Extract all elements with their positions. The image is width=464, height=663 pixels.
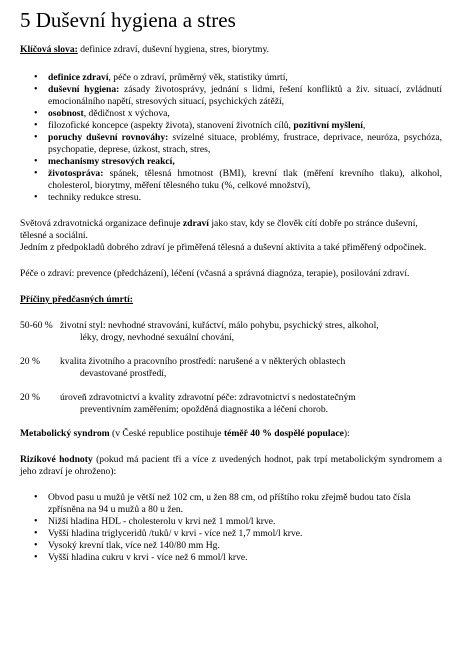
health-care-paragraph: Péče o zdraví: prevence (předcházení), léčení (včasná a správná diagnóza, terapie), posilování zdraví. bbox=[20, 268, 410, 279]
cause-percent: 50-60 % bbox=[20, 320, 53, 331]
list-item: • Vysoký krevní tlak, více než 140/80 mm Hg. bbox=[48, 540, 442, 552]
list-item: • duševní hygiena: zásady životosprávy, jednání s lidmi, řešení konfliktů a živ. situací, zvládnutí emocionálního napětí, stresových situací, psychických zátěží, bbox=[48, 84, 442, 108]
list-item: • poruchy duševní rovnováhy: svízelné situace, problémy, frustrace, deprivace, neuróza, psychóza, psychopatie, deprese, úzkost, strach, stres, bbox=[48, 132, 442, 156]
cause-row: 20 % úroveň zdravotnictví a kvality zdravotní péče: zdravotnictví s nedostatečným preventivním zaměřením; opožděná diagnostika a léčení chorob. bbox=[20, 392, 356, 415]
list-item: • Vyšší hladina triglyceridů /tuků/ v krvi - více než 1,7 mmol/l krve. bbox=[48, 528, 442, 540]
list-item: • definice zdraví, péče o zdraví, průměrný věk, statistiky úmrtí, bbox=[48, 72, 442, 84]
cause-row: 20 % kvalita životního a pracovního prostředí: narušené a v některých oblastech devastované prostředí, bbox=[20, 356, 346, 379]
list-item: • osobnost, dědičnost x výchova, bbox=[48, 108, 442, 120]
page-title: 5 Duševní hygiena a stres bbox=[20, 8, 236, 32]
list-item: • filozofické koncepce (aspekty života), stanovení životních cílů, pozitivní myšlení, bbox=[48, 120, 442, 132]
list-item: • životospráva: spánek, tělesná hmotnost (BMI), krevní tlak (měření krevního tlaku), alkohol, cholesterol, biorytmy, měření tělesného tuku (%, celkové množství), bbox=[48, 168, 442, 192]
list-item: • mechanismy stresových reakcí, bbox=[48, 156, 442, 168]
list-item: • Nižší hladina HDL - cholesterolu v krvi než 1 mmol/l krve. bbox=[48, 516, 442, 528]
keywords-text: definice zdraví, duševní hygiena, stres, biorytmy. bbox=[77, 44, 270, 55]
list-item: • Vyšší hladina cukru v krvi - více než 6 mmol/l krve. bbox=[48, 552, 442, 564]
metabolic-syndrome-line: Metabolický syndrom (v České republice postihuje téměř 40 % dospělé populace): bbox=[20, 428, 350, 439]
list-item: • Obvod pasu u mužů je větší než 102 cm, u žen 88 cm, od příštího roku zřejmě budou tato čísla zpřísněna na 94 u mužů a 80 u žen. bbox=[48, 492, 442, 516]
risk-values-line: Rizikové hodnoty (pokud má pacient tři a více z uvedených hodnot, pak trpí metabolickým syndromem a jeho zdraví je ohroženo): bbox=[20, 454, 442, 477]
keywords-line bbox=[20, 44, 442, 56]
list-item: • techniky redukce stresu. bbox=[48, 192, 442, 204]
cause-percent: 20 % bbox=[20, 356, 40, 367]
cause-row: 50-60 % životní styl: nevhodné stravování, kuřáctví, málo pohybu, psychický stres, alkohol, léky, drogy, nevhodné sexuální chování, bbox=[20, 320, 379, 343]
causes-heading: Příčiny předčasných úmrtí: bbox=[20, 294, 133, 305]
risk-list bbox=[20, 492, 442, 564]
who-definition: Světová zdravotnická organizace definuje zdraví jako stav, kdy se člověk cítí dobře po stránce duševní, tělesné a sociální. bbox=[20, 218, 418, 241]
keywords-label: Klíčová slova: bbox=[20, 44, 78, 55]
cause-percent: 20 % bbox=[20, 392, 40, 403]
topics-list bbox=[20, 72, 442, 204]
rest-paragraph: Jedním z předpokladů dobrého zdraví je přiměřená tělesná a duševní aktivita a také přiměřený odpočinek. bbox=[20, 242, 427, 253]
